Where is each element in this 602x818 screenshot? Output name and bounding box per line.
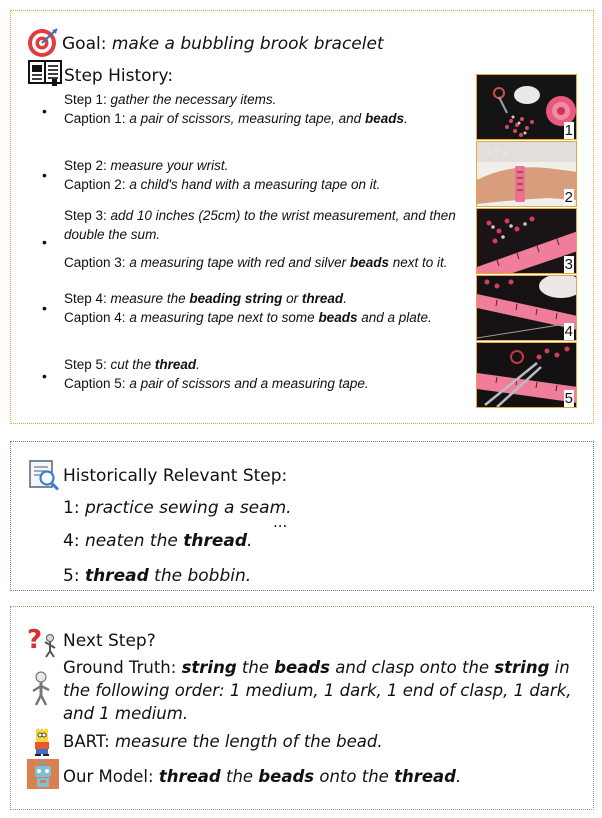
step-2-text: measure your wrist. [110, 158, 229, 173]
person-icon [29, 671, 53, 707]
relevant-item-2-end: . [247, 531, 253, 551]
step-5-bold: thread [154, 357, 197, 372]
robot-icon [27, 759, 59, 789]
bart-text: measure the length of the bead. [114, 732, 383, 751]
next-step-title: Next Step? [63, 631, 156, 651]
relevant-item-3-num: 5: [63, 566, 80, 586]
svg-text:?: ? [27, 625, 43, 655]
caption-3-text: a measuring tape with red and silver [129, 255, 347, 270]
caption-5-text: a pair of scissors and a measuring tape. [129, 375, 369, 391]
step-5-bullet: • [42, 368, 47, 384]
relevant-item-1-text: practice sewing a seam. [84, 498, 292, 518]
step-5-image [476, 342, 577, 408]
step-3-bullet: • [42, 234, 47, 250]
relevant-item-2-text: neaten the [84, 531, 178, 551]
caption-2-text: a child's hand with a measuring tape on it. [129, 176, 381, 192]
bart-character-icon [31, 728, 53, 756]
step-5-label: Step 5: [64, 357, 107, 372]
step-5-end: . [196, 357, 200, 372]
caption-4-label: Caption 4: [64, 309, 126, 325]
step-5 [64, 356, 474, 393]
relevant-item-3-bold: thread [84, 566, 149, 586]
relevant-step-title: Historically Relevant Step: [63, 466, 288, 486]
caption-3-end: next to it. [392, 255, 448, 270]
caption-4-text: a measuring tape next to some [129, 309, 315, 325]
relevant-item-2 [63, 530, 252, 552]
step-2-bullet: • [42, 167, 47, 183]
step-3-image [476, 208, 577, 274]
relevant-ellipsis: ... [273, 513, 288, 531]
image-number-5: 5 [564, 390, 573, 407]
gt-bold-3: string [494, 658, 550, 677]
step-4-bold-2: thread [301, 291, 344, 306]
image-number-2: 2 [564, 189, 573, 206]
relevant-item-2-bold: thread [183, 531, 248, 551]
gt-text-2: and clasp onto the [335, 658, 490, 677]
model-text-3: . [456, 767, 462, 786]
step-1-label: Step 1: [64, 92, 107, 107]
relevant-item-2-num: 4: [63, 531, 80, 551]
step-5-text: cut the [110, 357, 152, 372]
our-model-label: Our Model: [63, 767, 154, 786]
document-search-icon [28, 459, 60, 491]
step-3-text: add 10 inches (25cm) to the wrist measurement, and then double the sum. [64, 208, 456, 242]
step-3 [64, 207, 474, 273]
caption-4-end: and a plate. [361, 309, 432, 325]
step-4-bold-1: beading string [189, 291, 283, 306]
caption-5-label: Caption 5: [64, 375, 126, 391]
gt-text-1: the [241, 658, 269, 677]
book-icon [28, 59, 62, 87]
relevant-item-1-num: 1: [63, 498, 80, 518]
step-4-end: . [343, 291, 347, 306]
target-icon [27, 26, 61, 58]
relevant-item-3-text: the bobbin. [154, 566, 252, 586]
goal-line [62, 34, 384, 54]
step-1-bullet: • [42, 103, 47, 119]
model-bold-1: thread [158, 767, 221, 786]
step-4-text: measure the [110, 291, 186, 306]
step-2-image [476, 141, 577, 207]
goal-label: Goal: [62, 34, 107, 54]
step-4-image [476, 275, 577, 341]
question-person-icon [26, 624, 60, 658]
step-1-text: gather the necessary items. [110, 92, 277, 107]
step-history-title: Step History: [64, 66, 174, 86]
image-number-4: 4 [564, 323, 573, 340]
step-4-or: or [286, 291, 299, 306]
step-2-label: Step 2: [64, 158, 107, 173]
step-1-image [476, 74, 577, 140]
caption-2-label: Caption 2: [64, 176, 126, 192]
step-2 [64, 157, 474, 194]
model-text-1: the [226, 767, 254, 786]
step-1 [64, 91, 474, 128]
caption-4-bold: beads [318, 309, 358, 325]
caption-3-bold: beads [349, 255, 389, 270]
ground-truth-line [63, 656, 595, 725]
caption-1-label: Caption 1: [64, 110, 126, 126]
step-4 [64, 290, 474, 327]
caption-1-bold: beads [364, 110, 404, 126]
bart-label: BART: [63, 732, 110, 751]
caption-1-text: a pair of scissors, measuring tape, and [129, 110, 362, 126]
our-model-line [63, 765, 461, 788]
caption-3-label: Caption 3: [64, 255, 126, 270]
gt-text-3: in the following order: 1 medium, 1 dark, 1 end of clasp, 1 dark, and 1 medium. [63, 658, 572, 723]
ground-truth-label: Ground Truth: [63, 658, 177, 677]
image-number-3: 3 [564, 256, 573, 273]
gt-bold-2: beads [274, 658, 331, 677]
model-text-2: onto the [319, 767, 389, 786]
caption-1-end: . [403, 110, 408, 126]
image-number-1: 1 [564, 122, 573, 139]
goal-text: make a bubbling brook bracelet [111, 34, 384, 54]
model-bold-2: beads [258, 767, 315, 786]
gt-bold-1: string [181, 658, 237, 677]
step-3-label: Step 3: [64, 208, 107, 223]
relevant-item-1 [63, 497, 292, 519]
step-4-bullet: • [42, 300, 47, 316]
model-bold-3: thread [394, 767, 456, 786]
step-4-label: Step 4: [64, 291, 107, 306]
bart-line [63, 730, 383, 753]
relevant-item-3 [63, 565, 251, 587]
